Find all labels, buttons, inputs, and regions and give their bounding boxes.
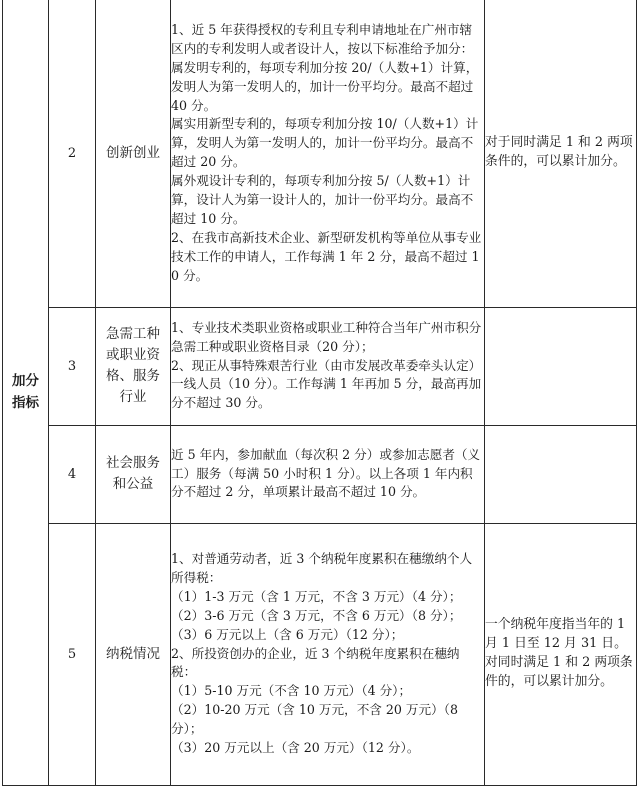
item-name: 纳税情况 — [106, 645, 160, 662]
standard-line: 1、近 5 年获得授权的专利且专利申请地址在广州市辖区内的专利发明人或者设计人，按以下标准给予加分： — [171, 21, 474, 56]
standard-line: 属外观设计专利的，每项专利加分按 5/（人数+1）计算，设计人为第一设计人的，加计一份平均分。最高不超过 10 分。 — [171, 173, 474, 226]
item-cell — [96, 0, 171, 307]
standard-line: 2、现正从事特殊艰苦行业（由市发展改革委牵头认定）一线人员（10 分）。工作每满 1 年再加 5 分，最高再加分不超过 30 分。 — [171, 357, 482, 411]
standard-line: 属实用新型专利的，每项专利加分按 10/（人数+1）计算，发明人为第一发明人的，加计一份平均分。最高不超过 20 分。 — [171, 116, 479, 170]
row-number: 2 — [49, 0, 96, 307]
standard-cell — [171, 523, 485, 785]
category-label: 加分 — [12, 373, 39, 390]
note-line: 一个纳税年度指当年的 1 月 1 日至 12 月 31 日。 — [485, 617, 627, 652]
standard-line: （1）1-3 万元（含 1 万元，不含 3 万元）（4 分）； — [171, 588, 462, 604]
note-cell — [485, 307, 637, 425]
item-cell — [96, 425, 171, 523]
standard-line: （2）10-20 万元（含 10 万元，不含 20 万元）（8 分）； — [171, 702, 459, 737]
note-cell — [485, 523, 637, 785]
table-row — [3, 307, 637, 425]
standard-line: （2）3-6 万元（含 3 万元，不含 6 万元）（8 分）； — [171, 607, 462, 623]
standard-line: 近 5 年内，参加献血（每次积 2 分）或参加志愿者（义工）服务（每满 50 小时积 1 分）。以上各项 1 年内积分不超过 2 分，单项累计最高不超过 10 分。 — [171, 446, 481, 500]
note-cell — [485, 425, 637, 523]
category-cell — [3, 0, 49, 785]
item-name: 格、服务 — [106, 368, 160, 384]
standard-line: （3）20 万元以上（含 20 万元）（12 分）。 — [171, 740, 420, 756]
standard-line: 属发明专利的，每项专利加分按 20/（人数+1）计算，发明人为第一发明人的，加计一份平均分。最高不超过 40 分。 — [171, 59, 479, 113]
item-name: 急需工种 — [106, 326, 160, 342]
standard-cell — [171, 307, 485, 425]
item-cell — [96, 523, 171, 785]
standard-line: 2、所投资创办的企业，近 3 个纳税年度累积在穗纳税： — [171, 645, 460, 680]
standard-line: （3）6 万元以上（含 6 万元）（12 分）； — [171, 626, 404, 642]
item-name: 和公益 — [112, 476, 154, 492]
category-label: 指标 — [12, 395, 39, 412]
table-row — [3, 0, 637, 307]
standard-line: 1、专业技术类职业资格或职业工种符合当年广州市积分急需工种或职业资格目录（20 分）； — [171, 319, 482, 354]
standard-cell — [171, 0, 485, 307]
item-name: 创新创业 — [106, 144, 160, 161]
points-rules-table — [2, 0, 637, 786]
note-line: 对于同时满足 1 和 2 两项条件的，可以累计加分。 — [485, 135, 633, 170]
standard-cell — [171, 425, 485, 523]
row-number: 4 — [49, 425, 96, 523]
item-name: 或职业资 — [106, 347, 160, 363]
standard-line: （1）5-10 万元（不含 10 万元）（4 分）； — [171, 683, 412, 699]
table-row — [3, 523, 637, 785]
row-number: 3 — [49, 307, 96, 425]
table-row — [3, 425, 637, 523]
row-number: 5 — [49, 523, 96, 785]
item-cell — [96, 307, 171, 425]
standard-line: 1、对普通劳动者，近 3 个纳税年度累积在穗缴纳个人所得税： — [171, 551, 473, 585]
item-name: 社会服务 — [106, 455, 160, 471]
note-cell — [485, 0, 637, 307]
standard-line: 2、在我市高新技术企业、新型研发机构等单位从事专业技术工作的申请人，工作每满 1 年 2 分，最高不超过 10 分。 — [171, 229, 482, 283]
note-line: 对同时满足 1 和 2 两项条件的，可以累计加分。 — [485, 655, 633, 689]
item-name: 行业 — [119, 389, 147, 405]
